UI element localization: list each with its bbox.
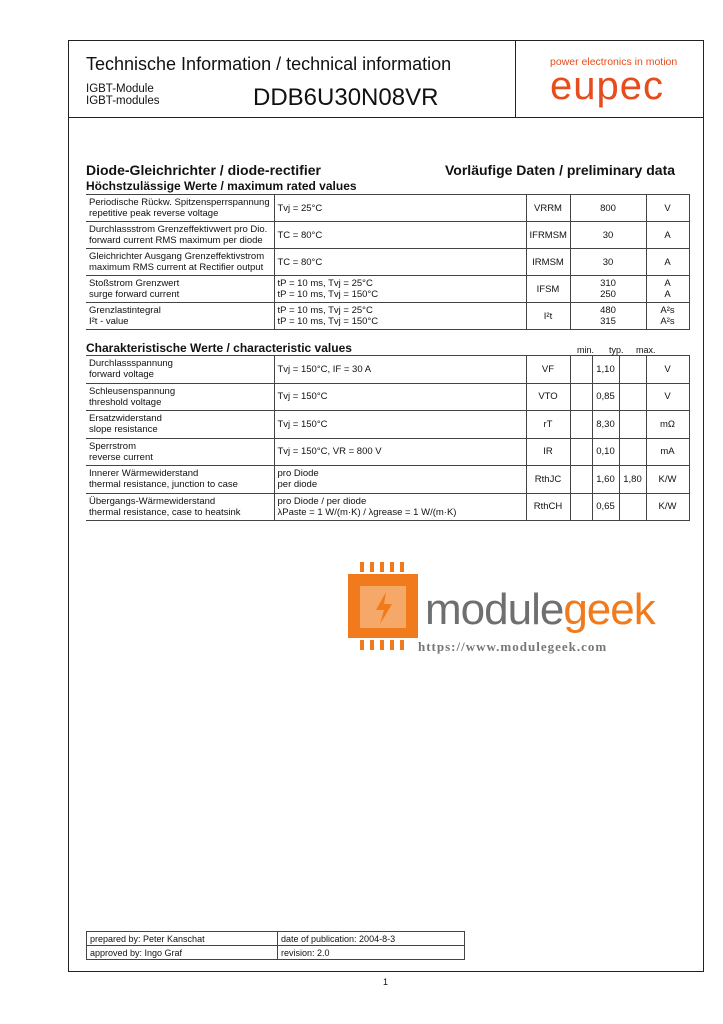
unit [646, 249, 689, 276]
line-2: λPaste = 1 W/(m·K) / λgrease = 1 W/(m·K) [277, 506, 457, 518]
max-ratings-title: Höchstzulässige Werte / maximum rated values [86, 179, 357, 193]
table-row [86, 195, 689, 222]
max-value [619, 356, 646, 384]
typ-value: 8,30 [592, 411, 619, 439]
line-1: Grenzlastintegral [89, 305, 161, 316]
unit: mΩ [646, 411, 689, 439]
table-row [86, 249, 689, 276]
symbol: RthJC [526, 466, 570, 494]
value [570, 276, 646, 303]
line-2: per diode [277, 479, 318, 491]
line-2: 315 [600, 316, 616, 327]
line-1: TC = 80°C [277, 256, 323, 268]
typ-value: 1,10 [592, 356, 619, 384]
table-row [86, 411, 689, 439]
unit [646, 303, 689, 330]
line-1: 480 [600, 305, 616, 316]
line-1: Sperrstrom [89, 440, 136, 452]
unit: V [646, 383, 689, 411]
parameter-label [86, 383, 274, 411]
value [570, 195, 646, 222]
table-row [86, 276, 689, 303]
line-1: TC = 80°C [277, 229, 323, 241]
max-value [619, 411, 646, 439]
line-2: thermal resistance, junction to case [89, 479, 238, 491]
table-row [86, 356, 689, 384]
line-1: A²s [660, 305, 675, 316]
line-2: tP = 10 ms, Tvj = 150°C [277, 289, 379, 300]
parameter-label [86, 303, 274, 330]
line-1: V [664, 202, 671, 214]
line-2: reverse current [89, 451, 153, 463]
line-2: repetitive peak reverse voltage [89, 208, 219, 219]
table-row [86, 383, 689, 411]
line-2: I²t - value [89, 316, 129, 327]
typ-value: 0,65 [592, 493, 619, 521]
eupec-logo: eupec [550, 64, 664, 108]
table-row [86, 303, 689, 330]
symbol: rT [526, 411, 570, 439]
parameter-label [86, 356, 274, 384]
max-value [619, 438, 646, 466]
table-row [86, 438, 689, 466]
max-value: 1,80 [619, 466, 646, 494]
line-1: pro Diode [277, 468, 319, 480]
characteristic-table [86, 355, 690, 521]
unit [646, 222, 689, 249]
condition [274, 249, 526, 276]
min-value [570, 411, 592, 439]
characteristic-title: Charakteristische Werte / characteristic values [86, 341, 352, 355]
line-1: Periodische Rückw. Spitzensperrspannung [89, 197, 270, 208]
section-title: Diode-Gleichrichter / diode-rectifier [86, 162, 321, 178]
line-1: Tvj = 150°C [277, 418, 328, 430]
condition [274, 276, 526, 303]
symbol: I²t [526, 303, 570, 330]
symbol: RthCH [526, 493, 570, 521]
publication-date: date of publication: 2004-8-3 [278, 932, 465, 946]
parameter-label [86, 222, 274, 249]
parameter-label [86, 493, 274, 521]
line-1: 30 [602, 229, 614, 241]
line-2: slope resistance [89, 424, 158, 436]
min-value [570, 356, 592, 384]
line-1: Innerer Wärmewiderstand [89, 468, 199, 480]
max-value [619, 383, 646, 411]
col-typ-label: typ. [609, 345, 624, 355]
approval-table [86, 931, 465, 960]
symbol: IRMSM [526, 249, 570, 276]
line-1: Tvj = 150°C [277, 391, 328, 403]
parameter-label [86, 466, 274, 494]
line-2: tP = 10 ms, Tvj = 150°C [277, 316, 379, 327]
line-2: forward current RMS maximum per diode [89, 235, 263, 246]
symbol: VRRM [526, 195, 570, 222]
header-divider [68, 117, 704, 118]
line-2: thermal resistance, case to heatsink [89, 506, 241, 518]
line-1: 800 [600, 202, 616, 214]
line-2: 250 [600, 289, 616, 300]
condition [274, 466, 526, 494]
line-1: Stoßstrom Grenzwert [89, 278, 180, 289]
min-value [570, 383, 592, 411]
line-1: Ersatzwiderstand [89, 413, 162, 425]
typ-value: 0,10 [592, 438, 619, 466]
line-1: pro Diode / per diode [277, 495, 367, 507]
symbol: VF [526, 356, 570, 384]
symbol: IFSM [526, 276, 570, 303]
typ-value: 1,60 [592, 466, 619, 494]
unit [646, 195, 689, 222]
condition [274, 303, 526, 330]
parameter-label [86, 411, 274, 439]
line-1: 30 [602, 256, 614, 268]
line-2: maximum RMS current at Rectifier output [89, 262, 264, 273]
unit [646, 276, 689, 303]
line-1: Tvj = 150°C, IF = 30 A [277, 363, 372, 375]
line-2: surge forward current [89, 289, 180, 300]
symbol: VTO [526, 383, 570, 411]
watermark-url: https://www.modulegeek.com [418, 639, 608, 654]
value [570, 303, 646, 330]
condition [274, 411, 526, 439]
typ-value: 0,85 [592, 383, 619, 411]
unit: K/W [646, 493, 689, 521]
line-1: Durchlassstrom Grenzeffektivwert pro Dio. [89, 224, 268, 235]
parameter-label [86, 438, 274, 466]
line-1: Tvj = 25°C [277, 202, 323, 214]
preliminary-label: Vorläufige Daten / preliminary data [445, 162, 676, 178]
table-row [86, 466, 689, 494]
value [570, 222, 646, 249]
min-value [570, 493, 592, 521]
table-row [86, 493, 689, 521]
line-1: A [664, 229, 671, 241]
module-type-en: IGBT-modules [86, 95, 160, 107]
max-value [619, 493, 646, 521]
part-number: DDB6U30N08VR [253, 84, 439, 111]
parameter-label [86, 195, 274, 222]
module-type-de: IGBT-Module [86, 83, 154, 95]
revision: revision: 2.0 [278, 946, 465, 960]
prepared-by: prepared by: Peter Kanschat [87, 932, 278, 946]
unit: mA [646, 438, 689, 466]
col-min-label: min. [577, 345, 595, 355]
line-1: Gleichrichter Ausgang Grenzeffektivstrom [89, 251, 265, 262]
line-1: Durchlassspannung [89, 358, 173, 370]
line-1: tP = 10 ms, Tvj = 25°C [277, 278, 373, 289]
line-1: 310 [600, 278, 616, 289]
condition [274, 356, 526, 384]
unit: V [646, 356, 689, 384]
min-value [570, 466, 592, 494]
line-2: forward voltage [89, 369, 154, 381]
line-1: Übergangs-Wärmewiderstand [89, 495, 216, 507]
symbol: IR [526, 438, 570, 466]
line-1: Tvj = 150°C, VR = 800 V [277, 446, 382, 458]
condition [274, 195, 526, 222]
condition [274, 222, 526, 249]
approved-by: approved by: Ingo Graf [87, 946, 278, 960]
value [570, 249, 646, 276]
parameter-label [86, 249, 274, 276]
min-value [570, 438, 592, 466]
max-ratings-table [86, 194, 690, 330]
line-1: A [664, 256, 671, 268]
document-title: Technische Information / technical information [86, 54, 452, 74]
line-1: A [664, 278, 671, 289]
line-2: A [664, 289, 671, 300]
condition [274, 438, 526, 466]
unit: K/W [646, 466, 689, 494]
parameter-label [86, 276, 274, 303]
symbol: IFRMSM [526, 222, 570, 249]
brand-tagline: power electronics in motion [550, 56, 678, 68]
line-1: tP = 10 ms, Tvj = 25°C [277, 305, 373, 316]
modulegeek-chip-logo [348, 562, 420, 652]
line-2: threshold voltage [89, 396, 162, 408]
line-2: A²s [660, 316, 675, 327]
line-1: Schleusenspannung [89, 385, 176, 397]
page-number: 1 [383, 977, 389, 987]
watermark-name: modulegeek [425, 585, 655, 634]
col-max-label: max. [636, 345, 656, 355]
table-row [86, 222, 689, 249]
header-vertical-divider [515, 40, 516, 117]
condition [274, 493, 526, 521]
condition [274, 383, 526, 411]
